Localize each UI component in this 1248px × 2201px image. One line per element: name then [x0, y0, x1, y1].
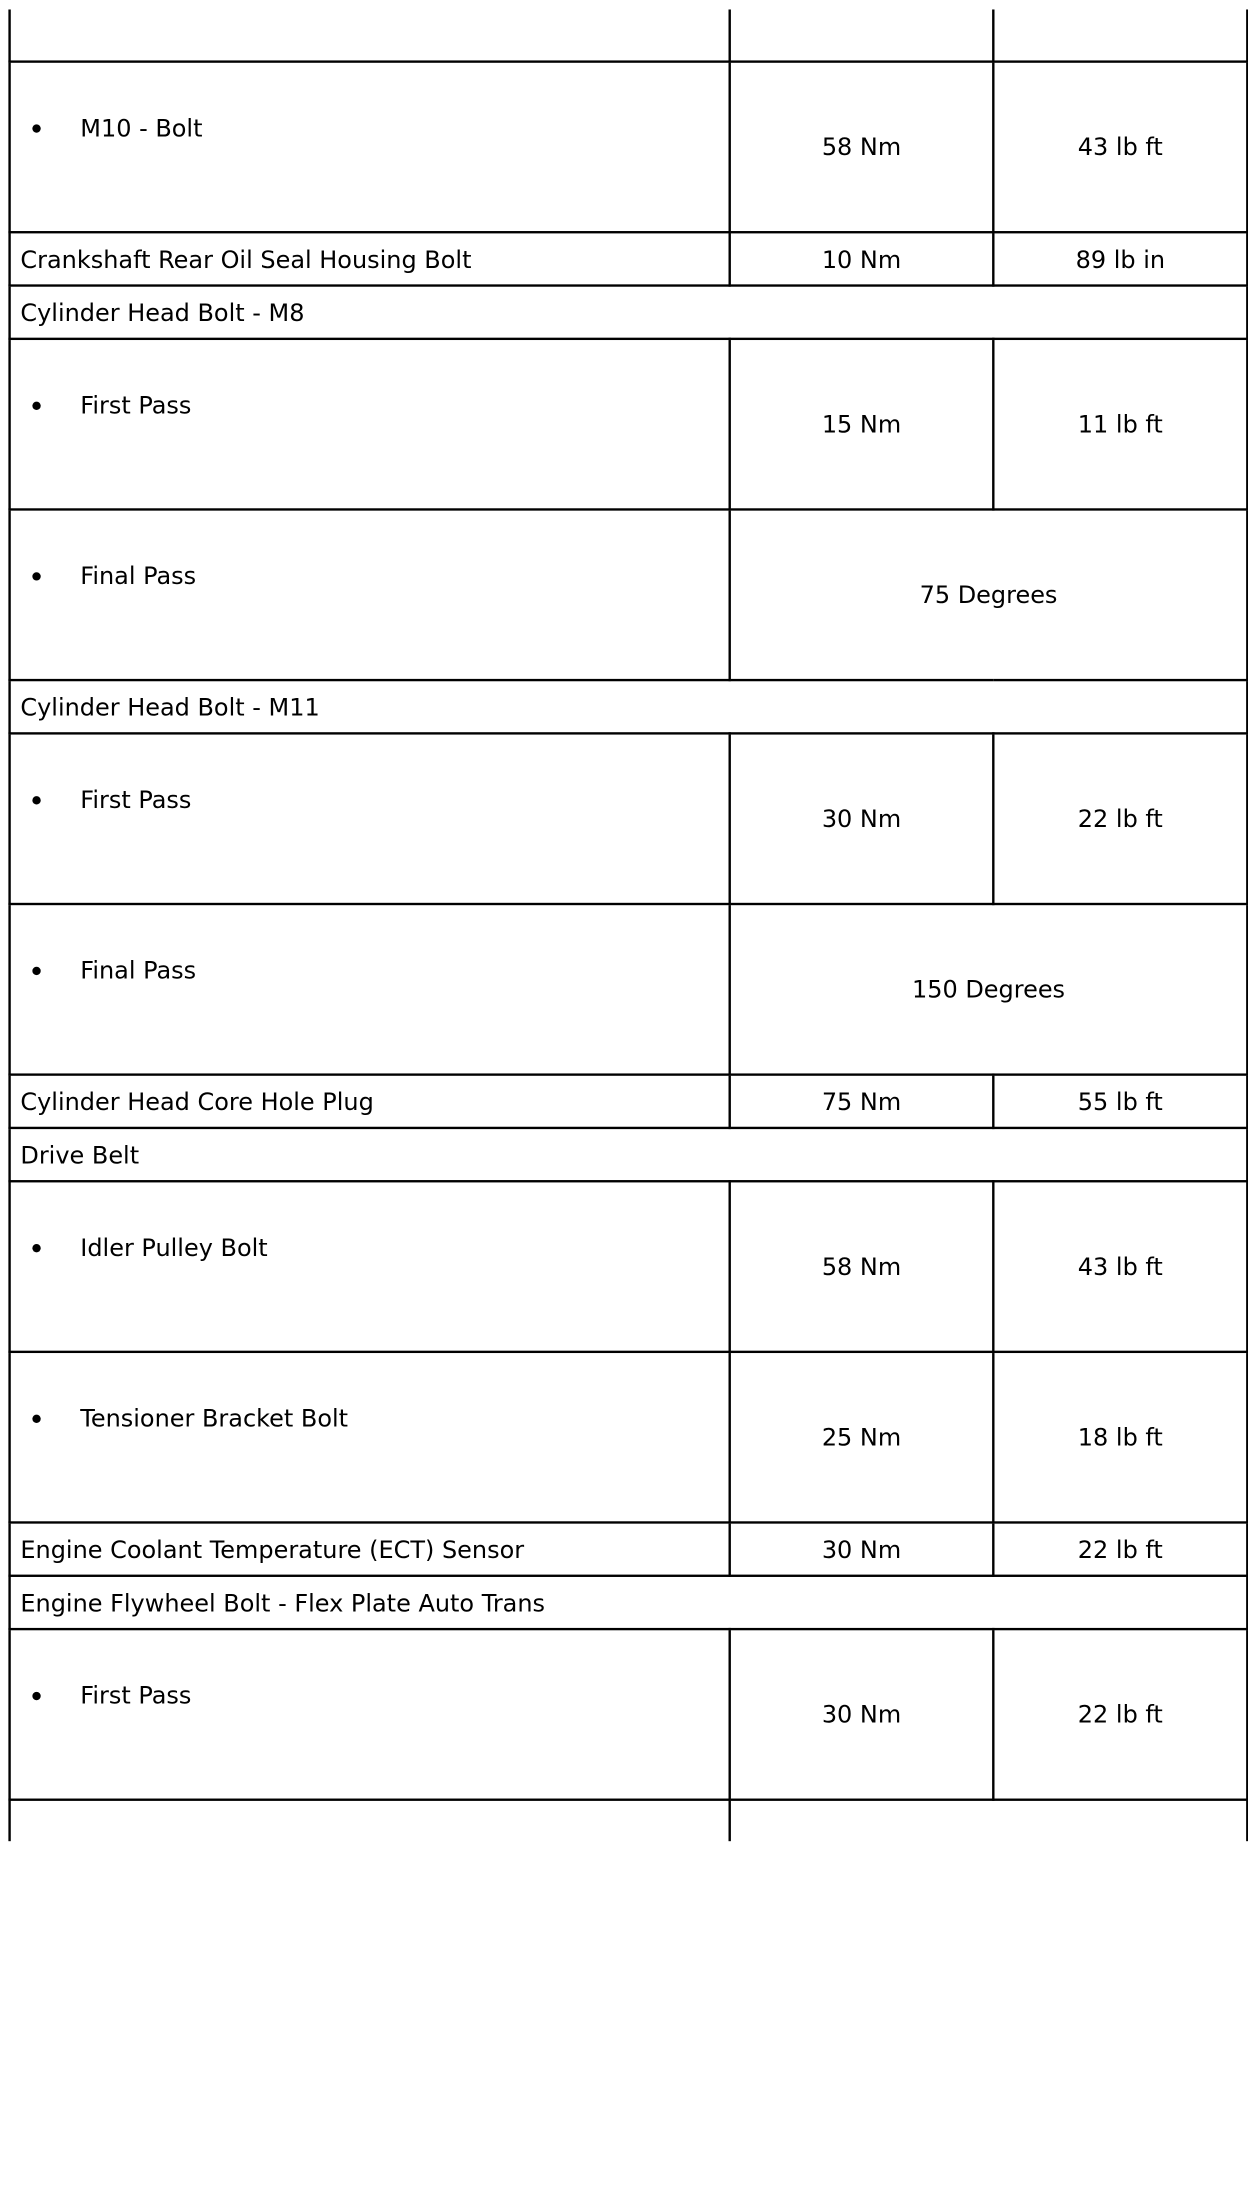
list-item	[20, 786, 728, 814]
table-row	[10, 62, 1248, 233]
metric-value: 30 Nm	[730, 1522, 994, 1575]
item-label: Final Pass	[80, 956, 197, 985]
list-item	[20, 391, 728, 419]
table-row	[10, 1181, 1248, 1352]
description-cell	[10, 509, 730, 680]
angle-value: 75 Degrees	[730, 509, 1248, 680]
english-value: 43 lb ft	[993, 1181, 1247, 1352]
description-cell	[10, 1629, 730, 1800]
item-label: First Pass	[80, 390, 192, 420]
description-cell	[10, 62, 730, 233]
table-row	[10, 1128, 1248, 1181]
bullet-icon	[32, 1243, 40, 1251]
description-cell	[10, 1181, 730, 1352]
item-label: Tensioner Bracket Bolt	[80, 1403, 349, 1433]
table-cell	[993, 9, 1247, 61]
list-item	[20, 114, 728, 142]
table-row	[10, 1522, 1248, 1575]
bullet-icon	[32, 1691, 40, 1699]
item-label: Engine Coolant Temperature (ECT) Sensor	[10, 1522, 730, 1575]
table-row	[10, 509, 1248, 680]
metric-value: 15 Nm	[730, 339, 994, 510]
table-row	[10, 1352, 1248, 1523]
table-row	[10, 1800, 1248, 1841]
description-cell	[10, 339, 730, 510]
table-row	[10, 286, 1248, 339]
table-row	[10, 1075, 1248, 1128]
metric-value: 25 Nm	[730, 1352, 994, 1523]
group-header: Cylinder Head Bolt - M11	[10, 680, 1248, 733]
list-item	[20, 562, 728, 590]
english-value: 11 lb ft	[993, 339, 1247, 510]
english-value: 43 lb ft	[993, 62, 1247, 233]
table-row	[10, 904, 1248, 1075]
table-row	[10, 680, 1248, 733]
group-header: Engine Flywheel Bolt - Flex Plate Auto Trans	[10, 1576, 1248, 1629]
metric-value: 10 Nm	[730, 232, 994, 285]
metric-value: 30 Nm	[730, 1629, 994, 1800]
description-cell	[10, 904, 730, 1075]
item-label: M10 - Bolt	[80, 113, 203, 143]
metric-value: 75 Nm	[730, 1075, 994, 1128]
table-row	[10, 339, 1248, 510]
english-value: 55 lb ft	[993, 1075, 1247, 1128]
table-row	[10, 9, 1248, 61]
group-header: Drive Belt	[10, 1128, 1248, 1181]
list-item	[20, 1233, 728, 1261]
item-label: First Pass	[80, 785, 192, 814]
english-value: 89 lb in	[993, 232, 1247, 285]
table-row	[10, 1576, 1248, 1629]
list-item	[20, 1681, 728, 1709]
bullet-icon	[32, 401, 40, 409]
item-label: Cylinder Head Core Hole Plug	[10, 1075, 730, 1128]
table-cell	[730, 1800, 1248, 1841]
angle-value: 150 Degrees	[730, 904, 1248, 1075]
description-cell	[10, 1352, 730, 1523]
item-label: First Pass	[80, 1681, 192, 1710]
bullet-icon	[32, 966, 40, 974]
table-row	[10, 1629, 1248, 1800]
description-cell	[10, 733, 730, 904]
table-cell	[10, 1800, 730, 1841]
bullet-icon	[32, 124, 40, 132]
english-value: 22 lb ft	[993, 733, 1247, 904]
table-row	[10, 733, 1248, 904]
list-item	[20, 1404, 728, 1432]
item-label: Final Pass	[80, 561, 197, 591]
table-row	[10, 232, 1248, 285]
english-value: 22 lb ft	[993, 1522, 1247, 1575]
bullet-icon	[32, 796, 40, 804]
english-value: 18 lb ft	[993, 1352, 1247, 1523]
list-item	[20, 956, 728, 984]
item-label: Crankshaft Rear Oil Seal Housing Bolt	[10, 232, 730, 285]
bullet-icon	[32, 572, 40, 580]
metric-value: 58 Nm	[730, 1181, 994, 1352]
bullet-icon	[32, 1414, 40, 1422]
table-cell	[10, 9, 730, 61]
group-header: Cylinder Head Bolt - M8	[10, 286, 1248, 339]
metric-value: 58 Nm	[730, 62, 994, 233]
english-value: 22 lb ft	[993, 1629, 1247, 1800]
torque-spec-table	[8, 9, 1248, 1841]
metric-value: 30 Nm	[730, 733, 994, 904]
table-cell	[730, 9, 994, 61]
item-label: Idler Pulley Bolt	[80, 1233, 268, 1262]
